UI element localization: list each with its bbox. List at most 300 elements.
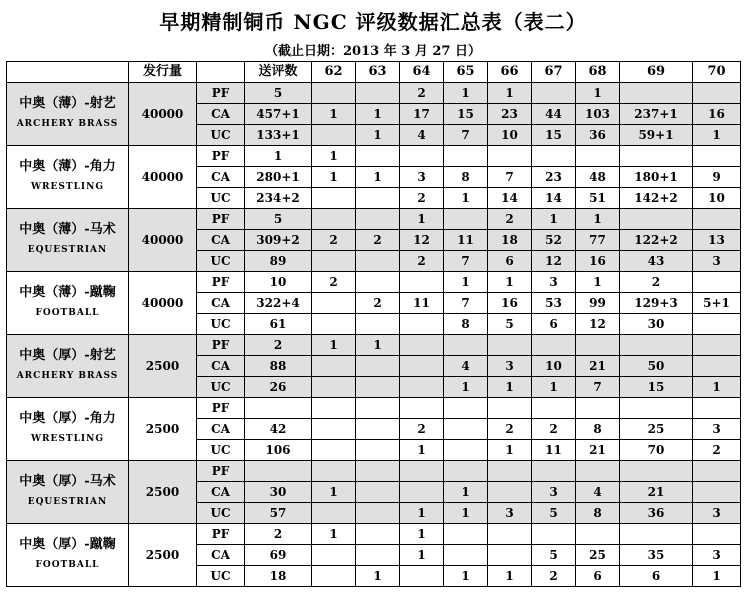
grade-count-cell xyxy=(620,335,693,356)
header-col-70: 70 xyxy=(693,62,741,83)
grade-cell: UC xyxy=(197,377,245,398)
grade-count-cell: 2 xyxy=(488,419,532,440)
grade-count-cell xyxy=(488,482,532,503)
header-name xyxy=(7,62,129,83)
grade-count-cell: 1 xyxy=(444,377,488,398)
coin-name-en: WRESTLING xyxy=(30,182,105,192)
grade-count-cell: 142+2 xyxy=(620,188,693,209)
coin-name-zh: 中奥（薄）-射艺 xyxy=(19,96,116,111)
header-issue: 发行量 xyxy=(129,62,197,83)
grade-cell: CA xyxy=(197,482,245,503)
total-cell: 133+1 xyxy=(245,125,312,146)
total-cell: 309+2 xyxy=(245,230,312,251)
grade-count-cell: 7 xyxy=(444,251,488,272)
header-col-62: 62 xyxy=(312,62,356,83)
grade-count-cell xyxy=(693,335,741,356)
issue-quantity-cell: 2500 xyxy=(129,335,197,398)
grade-count-cell xyxy=(356,83,400,104)
grade-count-cell: 13 xyxy=(693,230,741,251)
grade-count-cell: 12 xyxy=(400,230,444,251)
grade-cell: PF xyxy=(197,83,245,104)
grade-count-cell xyxy=(444,419,488,440)
grade-count-cell: 43 xyxy=(620,251,693,272)
grade-count-cell xyxy=(312,419,356,440)
coin-name-en: ARCHERY BRASS xyxy=(16,119,119,129)
issue-quantity-cell: 2500 xyxy=(129,461,197,524)
grade-count-cell: 3 xyxy=(532,482,576,503)
grade-count-cell: 14 xyxy=(532,188,576,209)
table-row xyxy=(7,83,741,104)
grade-count-cell xyxy=(312,440,356,461)
grade-count-cell: 21 xyxy=(620,482,693,503)
grade-count-cell: 4 xyxy=(444,356,488,377)
grade-count-cell: 4 xyxy=(576,482,620,503)
grade-count-cell xyxy=(488,146,532,167)
coin-name-zh: 中奥（厚）-射艺 xyxy=(19,348,116,363)
grade-count-cell: 2 xyxy=(400,188,444,209)
table-row xyxy=(7,272,741,293)
header-total: 送评数 xyxy=(245,62,312,83)
grade-count-cell xyxy=(620,209,693,230)
header-col-65: 65 xyxy=(444,62,488,83)
grade-count-cell xyxy=(312,314,356,335)
grade-count-cell: 12 xyxy=(576,314,620,335)
grade-count-cell: 2 xyxy=(532,566,576,587)
coin-name-zh: 中奥（厚）-马术 xyxy=(19,474,116,489)
grade-count-cell: 1 xyxy=(356,335,400,356)
grade-count-cell: 36 xyxy=(620,503,693,524)
grade-count-cell xyxy=(693,83,741,104)
total-cell: 2 xyxy=(245,335,312,356)
grade-count-cell: 1 xyxy=(356,566,400,587)
grade-count-cell: 1 xyxy=(312,104,356,125)
grade-count-cell xyxy=(400,146,444,167)
total-cell: 5 xyxy=(245,209,312,230)
total-cell: 457+1 xyxy=(245,104,312,125)
grade-count-cell: 30 xyxy=(620,314,693,335)
grade-count-cell: 18 xyxy=(488,230,532,251)
coin-name-cell xyxy=(7,461,129,524)
grade-count-cell: 59+1 xyxy=(620,125,693,146)
grade-count-cell: 3 xyxy=(693,251,741,272)
grade-count-cell: 11 xyxy=(532,440,576,461)
coin-name-en: WRESTLING xyxy=(30,434,105,444)
grade-count-cell: 70 xyxy=(620,440,693,461)
grade-count-cell xyxy=(356,188,400,209)
grade-count-cell: 6 xyxy=(488,251,532,272)
grade-count-cell xyxy=(356,440,400,461)
grade-count-cell xyxy=(488,398,532,419)
grade-count-cell xyxy=(693,314,741,335)
grade-count-cell: 1 xyxy=(400,545,444,566)
grade-count-cell: 1 xyxy=(488,83,532,104)
grade-count-cell xyxy=(356,356,400,377)
coin-name-zh: 中奥（厚）-蹴鞠 xyxy=(19,537,116,552)
grade-count-cell xyxy=(532,524,576,545)
grade-count-cell: 2 xyxy=(312,272,356,293)
grade-cell: UC xyxy=(197,314,245,335)
grade-count-cell: 3 xyxy=(693,419,741,440)
issue-quantity-cell: 40000 xyxy=(129,272,197,335)
grade-count-cell xyxy=(576,524,620,545)
grade-count-cell: 15 xyxy=(444,104,488,125)
grade-count-cell: 1 xyxy=(400,524,444,545)
grade-cell: PF xyxy=(197,272,245,293)
grade-count-cell: 11 xyxy=(400,293,444,314)
grade-cell: UC xyxy=(197,566,245,587)
grade-cell: PF xyxy=(197,209,245,230)
grade-count-cell xyxy=(356,419,400,440)
total-cell: 5 xyxy=(245,83,312,104)
table-row xyxy=(7,398,741,419)
issue-quantity-cell: 40000 xyxy=(129,209,197,272)
grade-count-cell xyxy=(356,251,400,272)
grade-count-cell xyxy=(620,461,693,482)
grade-count-cell xyxy=(312,83,356,104)
grade-cell: PF xyxy=(197,461,245,482)
grade-count-cell xyxy=(400,272,444,293)
grade-cell: CA xyxy=(197,167,245,188)
grade-count-cell: 23 xyxy=(532,167,576,188)
grade-count-cell xyxy=(356,398,400,419)
coin-name-cell xyxy=(7,83,129,146)
grade-count-cell xyxy=(532,146,576,167)
grade-count-cell xyxy=(693,272,741,293)
grade-count-cell: 6 xyxy=(532,314,576,335)
grade-count-cell xyxy=(312,209,356,230)
grade-count-cell: 2 xyxy=(356,293,400,314)
grade-count-cell xyxy=(693,146,741,167)
header-col-69: 69 xyxy=(620,62,693,83)
grade-cell: CA xyxy=(197,230,245,251)
grade-count-cell: 5 xyxy=(532,503,576,524)
table-row xyxy=(7,146,741,167)
total-cell: 42 xyxy=(245,419,312,440)
grade-count-cell: 7 xyxy=(444,293,488,314)
grade-count-cell xyxy=(356,503,400,524)
table-body xyxy=(7,62,741,587)
grade-count-cell: 1 xyxy=(576,83,620,104)
grade-count-cell xyxy=(693,356,741,377)
grade-count-cell: 2 xyxy=(532,419,576,440)
grade-count-cell: 1 xyxy=(693,377,741,398)
grade-count-cell xyxy=(576,146,620,167)
grade-count-cell xyxy=(444,146,488,167)
total-cell: 106 xyxy=(245,440,312,461)
grade-count-cell: 7 xyxy=(444,125,488,146)
grade-count-cell xyxy=(620,398,693,419)
coin-name-zh: 中奥（厚）-角力 xyxy=(19,411,116,426)
grade-count-cell xyxy=(312,125,356,146)
grade-count-cell xyxy=(576,335,620,356)
grade-count-cell xyxy=(532,83,576,104)
issue-quantity-cell: 40000 xyxy=(129,83,197,146)
total-cell: 1 xyxy=(245,146,312,167)
grade-count-cell: 16 xyxy=(488,293,532,314)
grade-count-cell: 3 xyxy=(400,167,444,188)
coin-name-cell xyxy=(7,146,129,209)
coin-name-zh: 中奥（薄）-马术 xyxy=(19,222,116,237)
grade-count-cell: 1 xyxy=(312,482,356,503)
grade-count-cell: 1 xyxy=(693,566,741,587)
grade-count-cell xyxy=(488,545,532,566)
coin-name-en: FOOTBALL xyxy=(35,560,100,570)
grade-count-cell: 1 xyxy=(444,272,488,293)
grade-count-cell: 14 xyxy=(488,188,532,209)
grade-count-cell: 1 xyxy=(400,440,444,461)
header-grade xyxy=(197,62,245,83)
grade-cell: UC xyxy=(197,503,245,524)
grade-count-cell: 2 xyxy=(312,230,356,251)
grade-count-cell xyxy=(444,398,488,419)
grade-count-cell: 1 xyxy=(693,125,741,146)
grade-count-cell: 1 xyxy=(488,566,532,587)
cutoff-date: （截止日期：2013 年 3 月 27 日） xyxy=(265,44,481,59)
grade-count-cell xyxy=(312,251,356,272)
grade-count-cell xyxy=(356,482,400,503)
coin-name-en: ARCHERY BRASS xyxy=(16,371,119,381)
grade-count-cell: 12 xyxy=(532,251,576,272)
issue-quantity-cell: 2500 xyxy=(129,398,197,461)
grade-count-cell: 11 xyxy=(444,230,488,251)
document-title: 早期精制铜币 NGC 评级数据汇总表（表二） xyxy=(159,10,587,34)
grade-count-cell: 180+1 xyxy=(620,167,693,188)
grade-count-cell: 2 xyxy=(356,230,400,251)
grade-count-cell: 7 xyxy=(488,167,532,188)
grade-count-cell: 15 xyxy=(620,377,693,398)
grade-count-cell: 8 xyxy=(444,314,488,335)
grade-count-cell: 8 xyxy=(444,167,488,188)
total-cell: 2 xyxy=(245,524,312,545)
grade-count-cell: 1 xyxy=(532,377,576,398)
grade-count-cell: 17 xyxy=(400,104,444,125)
grade-cell: CA xyxy=(197,104,245,125)
total-cell: 88 xyxy=(245,356,312,377)
grade-count-cell: 1 xyxy=(576,209,620,230)
coin-name-en: FOOTBALL xyxy=(35,308,100,318)
coin-name-cell xyxy=(7,335,129,398)
grade-count-cell xyxy=(356,272,400,293)
grade-count-cell: 1 xyxy=(400,209,444,230)
grade-count-cell: 23 xyxy=(488,104,532,125)
issue-quantity-cell: 40000 xyxy=(129,146,197,209)
grade-count-cell xyxy=(400,566,444,587)
total-cell: 10 xyxy=(245,272,312,293)
grade-count-cell xyxy=(312,503,356,524)
grade-count-cell: 8 xyxy=(576,419,620,440)
grade-count-cell: 10 xyxy=(532,356,576,377)
grade-count-cell: 129+3 xyxy=(620,293,693,314)
issue-quantity-cell: 2500 xyxy=(129,524,197,587)
table-row xyxy=(7,524,741,545)
total-cell: 234+2 xyxy=(245,188,312,209)
grade-count-cell xyxy=(693,461,741,482)
grade-count-cell: 6 xyxy=(620,566,693,587)
grade-count-cell xyxy=(693,524,741,545)
grade-cell: PF xyxy=(197,335,245,356)
grade-count-cell: 16 xyxy=(693,104,741,125)
grade-count-cell: 8 xyxy=(576,503,620,524)
grade-count-cell xyxy=(532,461,576,482)
grade-count-cell: 53 xyxy=(532,293,576,314)
grade-count-cell: 99 xyxy=(576,293,620,314)
grade-count-cell: 1 xyxy=(312,146,356,167)
grade-count-cell xyxy=(312,461,356,482)
grade-count-cell xyxy=(312,293,356,314)
grade-count-cell xyxy=(312,545,356,566)
grade-count-cell xyxy=(356,314,400,335)
header-col-67: 67 xyxy=(532,62,576,83)
grade-count-cell: 35 xyxy=(620,545,693,566)
grade-count-cell: 15 xyxy=(532,125,576,146)
grade-cell: CA xyxy=(197,293,245,314)
grade-count-cell: 1 xyxy=(356,125,400,146)
grade-count-cell xyxy=(532,335,576,356)
coin-name-cell xyxy=(7,524,129,587)
grade-cell: CA xyxy=(197,545,245,566)
coin-name-en: EQUESTRIAN xyxy=(27,497,108,507)
grade-count-cell: 3 xyxy=(693,503,741,524)
grade-count-cell: 5 xyxy=(488,314,532,335)
grade-count-cell: 6 xyxy=(576,566,620,587)
grade-count-cell xyxy=(576,398,620,419)
grade-count-cell: 1 xyxy=(488,377,532,398)
grade-count-cell xyxy=(693,398,741,419)
grade-cell: PF xyxy=(197,398,245,419)
grade-count-cell: 1 xyxy=(356,167,400,188)
grade-count-cell: 1 xyxy=(312,524,356,545)
grade-count-cell: 3 xyxy=(693,545,741,566)
grade-count-cell xyxy=(693,482,741,503)
grade-count-cell xyxy=(400,356,444,377)
grade-count-cell: 16 xyxy=(576,251,620,272)
grade-count-cell: 2 xyxy=(400,251,444,272)
grade-count-cell: 1 xyxy=(444,482,488,503)
grade-cell: UC xyxy=(197,188,245,209)
total-cell: 69 xyxy=(245,545,312,566)
grade-count-cell xyxy=(620,83,693,104)
grade-count-cell: 5 xyxy=(532,545,576,566)
total-cell xyxy=(245,461,312,482)
grade-count-cell: 50 xyxy=(620,356,693,377)
coin-name-en: EQUESTRIAN xyxy=(27,245,108,255)
table-row xyxy=(7,335,741,356)
grade-cell: UC xyxy=(197,440,245,461)
grade-count-cell: 4 xyxy=(400,125,444,146)
grade-count-cell: 103 xyxy=(576,104,620,125)
grade-count-cell xyxy=(356,524,400,545)
header-col-68: 68 xyxy=(576,62,620,83)
grade-count-cell: 1 xyxy=(400,503,444,524)
grade-count-cell: 77 xyxy=(576,230,620,251)
grade-count-cell: 10 xyxy=(693,188,741,209)
grade-count-cell: 2 xyxy=(488,209,532,230)
grade-count-cell xyxy=(576,461,620,482)
grade-count-cell xyxy=(620,146,693,167)
grade-count-cell: 9 xyxy=(693,167,741,188)
grade-count-cell xyxy=(400,377,444,398)
total-cell: 57 xyxy=(245,503,312,524)
grade-count-cell: 3 xyxy=(532,272,576,293)
header-col-66: 66 xyxy=(488,62,532,83)
grade-count-cell xyxy=(312,188,356,209)
grade-count-cell: 21 xyxy=(576,356,620,377)
grade-count-cell xyxy=(400,482,444,503)
grade-count-cell xyxy=(444,335,488,356)
total-cell: 280+1 xyxy=(245,167,312,188)
grade-count-cell: 5+1 xyxy=(693,293,741,314)
grade-count-cell: 3 xyxy=(488,356,532,377)
grade-count-cell: 1 xyxy=(488,440,532,461)
grade-count-cell xyxy=(356,146,400,167)
grade-count-cell xyxy=(356,209,400,230)
coin-name-cell xyxy=(7,272,129,335)
grade-count-cell xyxy=(620,524,693,545)
total-cell: 89 xyxy=(245,251,312,272)
grade-count-cell: 48 xyxy=(576,167,620,188)
total-cell: 322+4 xyxy=(245,293,312,314)
grade-count-cell: 21 xyxy=(576,440,620,461)
coin-name-cell xyxy=(7,398,129,461)
grading-table xyxy=(6,61,741,587)
grade-count-cell xyxy=(400,398,444,419)
grade-count-cell xyxy=(488,335,532,356)
grade-count-cell: 1 xyxy=(488,272,532,293)
grade-count-cell xyxy=(312,566,356,587)
total-cell: 26 xyxy=(245,377,312,398)
grade-count-cell xyxy=(400,335,444,356)
grade-count-cell xyxy=(444,461,488,482)
grade-count-cell xyxy=(312,398,356,419)
grade-cell: PF xyxy=(197,146,245,167)
grade-count-cell xyxy=(444,209,488,230)
grade-cell: UC xyxy=(197,251,245,272)
grade-count-cell: 1 xyxy=(312,335,356,356)
grade-cell: CA xyxy=(197,419,245,440)
grade-count-cell xyxy=(356,461,400,482)
grade-count-cell: 3 xyxy=(488,503,532,524)
grade-count-cell xyxy=(356,377,400,398)
grade-count-cell: 1 xyxy=(444,503,488,524)
grade-cell: PF xyxy=(197,524,245,545)
table-row xyxy=(7,461,741,482)
grade-count-cell xyxy=(312,356,356,377)
total-cell: 18 xyxy=(245,566,312,587)
grade-count-cell xyxy=(488,524,532,545)
grade-count-cell: 36 xyxy=(576,125,620,146)
grade-count-cell xyxy=(488,461,532,482)
grade-count-cell xyxy=(444,545,488,566)
grade-cell: CA xyxy=(197,356,245,377)
grade-count-cell xyxy=(356,545,400,566)
grade-cell: UC xyxy=(197,125,245,146)
total-cell: 30 xyxy=(245,482,312,503)
table-row xyxy=(7,209,741,230)
grade-count-cell: 1 xyxy=(356,104,400,125)
grade-count-cell xyxy=(444,440,488,461)
grade-count-cell: 237+1 xyxy=(620,104,693,125)
grade-count-cell: 1 xyxy=(532,209,576,230)
grade-count-cell: 7 xyxy=(576,377,620,398)
grade-count-cell xyxy=(312,377,356,398)
grade-count-cell: 1 xyxy=(444,566,488,587)
grade-count-cell: 1 xyxy=(444,188,488,209)
grade-count-cell: 2 xyxy=(693,440,741,461)
grade-count-cell xyxy=(693,209,741,230)
total-cell: 61 xyxy=(245,314,312,335)
grade-count-cell: 25 xyxy=(620,419,693,440)
grade-count-cell: 2 xyxy=(620,272,693,293)
